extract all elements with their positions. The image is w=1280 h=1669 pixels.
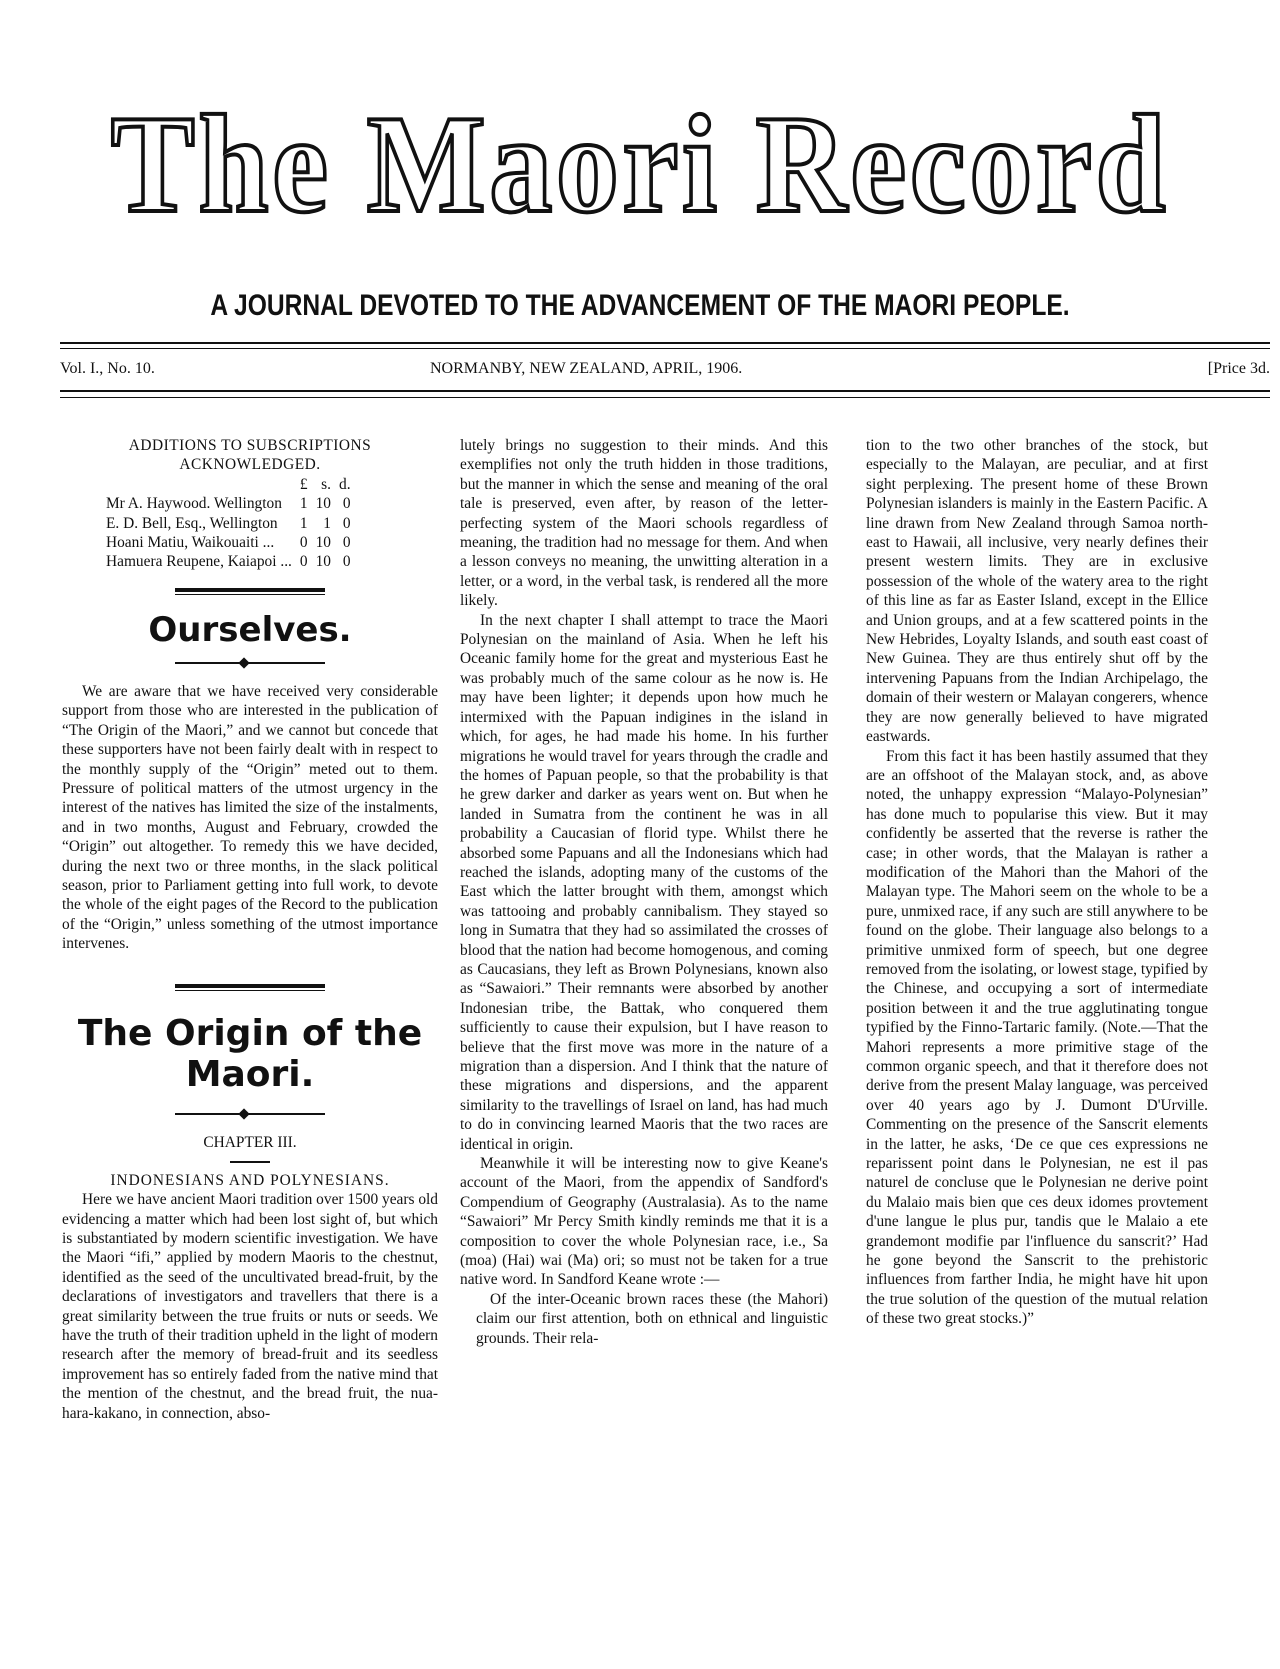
header-rule — [60, 397, 1270, 398]
short-rule — [230, 1161, 270, 1163]
subscriber-name: E. D. Bell, Esq., Wellington — [106, 514, 278, 532]
column-3 — [866, 436, 1208, 1329]
price: [Price 3d. — [1207, 360, 1270, 377]
header-rule — [60, 348, 1270, 349]
pounds: 0 — [299, 553, 308, 571]
masthead-title: The Maori Record — [110, 87, 1170, 242]
ornament-divider — [175, 658, 325, 668]
pounds: 0 — [299, 534, 308, 552]
subscriber-name: Mr A. Haywood. Wellington — [106, 495, 282, 513]
pence: 0 — [342, 514, 351, 532]
pence: 0 — [342, 553, 351, 571]
header-rule — [60, 390, 1270, 392]
table-header-row — [102, 475, 355, 494]
article-paragraph: In the next chapter I shall attempt to trace the Maori Polynesian on the mainland of Asia. When he left his Oceanic family home for the great and mysterious East he was probably much of the same colour as he now is. He may have been lighter; it depends upon how much he intermixed with the Papuan indigines in the island in which, for ages, he had made his home. In his further migrations he would travel for years through the cradle and the homes of Papuan people, so that the probability is that he grew darker and darker as years went on. But when he landed in Sumatra from the continent he was in all probability a Caucasian of florid type. Whilst there he absorbed some Papuans and all the Indonesians which had reached the islands, adopting many of the customs of the East which the latter brought with them, amongst which was tattooing and probably cannibalism. They stayed so long in Sumatra that they had so assimilated the crosses of blood that the nation had become homogenous, and coming as Caucasians, they left as Brown Polynesians, known also as “Sawaiori.” Their remnants were absorbed by another Indonesian tribe, the Battak, who conquered them sufficiently to cause their expulsion, but I have reason to believe that the first move was more in the nature of a migration than a dispersion. And I think that the nature of these migrations and dispersions, and the apparent similarity to the travellings of Israel on land, has had much to do in convincing learned Maoris that the two races are identical in origin. — [460, 611, 828, 1153]
section-divider — [175, 588, 325, 595]
table-row — [102, 533, 355, 552]
quote-paragraph: tion to the two other branches of the stock, but especially to the Malayan, are peculiar, and at first sight perplexing. The present home of these Brown Polynesian islanders is mainly in the Eastern Pacific. A line drawn from New Zealand through Samoa north-east to Hawaii, all inclusive, very nearly defines their present western limits. They are in exclusive possession of the whole of the watery area to the right of this line as far as Easter Island, except in the Ellice and Union groups, and at a few scattered points in the New Hebrides, Loyalty Islands, and south east coast of New Guinea. They are thus entirely shut off by the intervening Papuans from the Indian Archipelago, the domain of their western or Malayan congerers, whence they are now generally believed to have migrated eastwards. — [866, 437, 1208, 746]
shillings: 1 — [323, 514, 331, 532]
header-rule — [60, 342, 1270, 344]
column-1 — [62, 436, 438, 1423]
column-header: £ — [299, 475, 308, 493]
shillings: 10 — [315, 553, 331, 571]
block-quote — [460, 1290, 828, 1348]
ourselves-paragraph: We are aware that we have received very considerable support from those who are interested in the publication of “The Origin of the Maori,” and we cannot but concede that these supporters have not been fairly dealt with in respect to the monthly supply of the “Origin” meted out to them. Pressure of political matters of the utmost urgency in the interest of the natives has limited the size of the instalments, and in two months, August and February, crowded the “Origin” out altogether. To remedy this we have decided, during the next two or three months, in the slack political season, prior to Parliament getting into full work, to devote the whole of the eight pages of the Record to the publication of the “Origin,” unless something of the utmost importance intervenes. — [62, 682, 438, 953]
column-header: s. — [321, 475, 331, 493]
article-paragraph: Here we have ancient Maori tradition over 1500 years old evidencing a matter which had been lost sight of, but which is substantiated by modern scientific investigation. We have the Maori “ifi,” applied by modern Maoris to the chestnut, identified as the seed of the uncultivated bread-fruit, by the declarations of investigators and travellers that there is a great similarity between the true fruits or nuts or seeds. We have the truth of their tradition upheld in the light of modern research after the memory of bread-fruit and its seedless improvement has so entirely faded from the native mind that the mention of the chestnut, and the bread fruit, the nua-hara-kakano, in connection, abso- — [62, 1191, 438, 1422]
section-title: INDONESIANS AND POLYNESIANS. — [110, 1171, 390, 1189]
issue-line — [60, 360, 1270, 384]
masthead — [0, 80, 1280, 255]
origin-heading: The Origin of the Maori. — [77, 1012, 423, 1096]
shillings: 10 — [315, 534, 331, 552]
pence: 0 — [342, 495, 351, 513]
shillings: 10 — [315, 495, 331, 513]
table-row — [102, 514, 355, 533]
article-paragraph: Meanwhile it will be interesting now to give Keane's account of the Maori, from the appendix of Sandford's Compendium of Geography (Australasia). As to the name “Sawaiori” Mr Percy Smith kindly reminds me that it is a composition to cover the whole Polynesian race, i.e., Sa (moa) (Hai) wai (Ma) ori; so must not be taken for a true native word. In Sandford Keane wrote :— — [460, 1155, 828, 1289]
subscriptions-table — [102, 475, 355, 572]
article-paragraph: lutely brings no suggestion to their minds. And this exemplifies not only the truth hidden in those traditions, but the manner in which the sense and meaning of the oral tale is preserved, even after, by reason of the letter-perfecting system of the Maori schools regardless of meaning, the tradition had no message for them. And when a lesson conveys no meaning, the unwitting alteration in a letter, or a word, in the verbal task, is rendered all the more likely. — [460, 437, 828, 610]
masthead-subtitle: A JOURNAL DEVOTED TO THE ADVANCEMENT OF THE MAORI PEOPLE. — [210, 289, 1070, 322]
ourselves-heading: Ourselves. — [148, 609, 352, 650]
quote-paragraph: Of the inter-Oceanic brown races these (the Mahori) claim our first attention, both on ethnical and linguistic grounds. Their rela- — [476, 1290, 828, 1347]
table-row — [102, 494, 355, 513]
section-divider — [175, 984, 325, 991]
pounds: 1 — [299, 514, 308, 532]
subscriptions-heading: ADDITIONS TO SUBSCRIPTIONS ACKNOWLEDGED. — [128, 437, 372, 474]
subscriber-name: Hamuera Reupene, Kaiapoi ... — [106, 553, 292, 571]
ornament-divider — [175, 1109, 325, 1119]
subscriber-name: Hoani Matiu, Waikouaiti ... — [106, 534, 275, 552]
pence: 0 — [342, 534, 351, 552]
pounds: 1 — [299, 495, 308, 513]
place-date: NORMANBY, NEW ZEALAND, APRIL, 1906. — [430, 360, 743, 377]
column-header: d. — [339, 475, 351, 493]
volume-number: Vol. I., No. 10. — [60, 360, 155, 377]
quote-paragraph: From this fact it has been hastily assumed that they are an offshoot of the Malayan stock, and, as above noted, the unhappy expression “Malayo-Polynesian” has done much to popularise this view. But it may confidently be asserted that the reverse is rather the case; in other words, that the Malayan is rather a modification of the Mahori than the Mahori of the Malayan type. The Mahori seem on the whole to be a pure, unmixed race, if any such are still anywhere to be found on the globe. Their language also belongs to a primitive unmixed form of speech, but one degree removed from the isolating, or lowest stage, typified by the Chinese, and occupying a sort of intermediate position between it and the true agglutinating tongue typified by the Finno-Tartaric family. (Note.—That the Mahori represents a more primitive stage of the common organic speech, and that it therefore does not derive from the present Malay language, was perceived over 40 years ago by J. Dumont D'Urville. Commenting on the presence of the Sanscrit elements in the latter, he asks, ‘De ce que ces expressions ne reparissent point dans le Polynesian, ne est il pas naturel de concluse que le Polynesian ne derive point du Malaio mais bien que ces deux idomes provtement d'une langue le plus pur, tandis que le Malaio a ete grandemont modifie par l'influence du sanscrit?’ Had he gone beyond the Sanscrit to the prehistoric influences from farther India, he might have hit upon the true solution of the question of the mutual relation of these two great stocks.)” — [866, 747, 1208, 1328]
chapter-title: CHAPTER III. — [203, 1134, 297, 1152]
column-2 — [460, 436, 828, 1348]
table-row — [102, 552, 355, 571]
